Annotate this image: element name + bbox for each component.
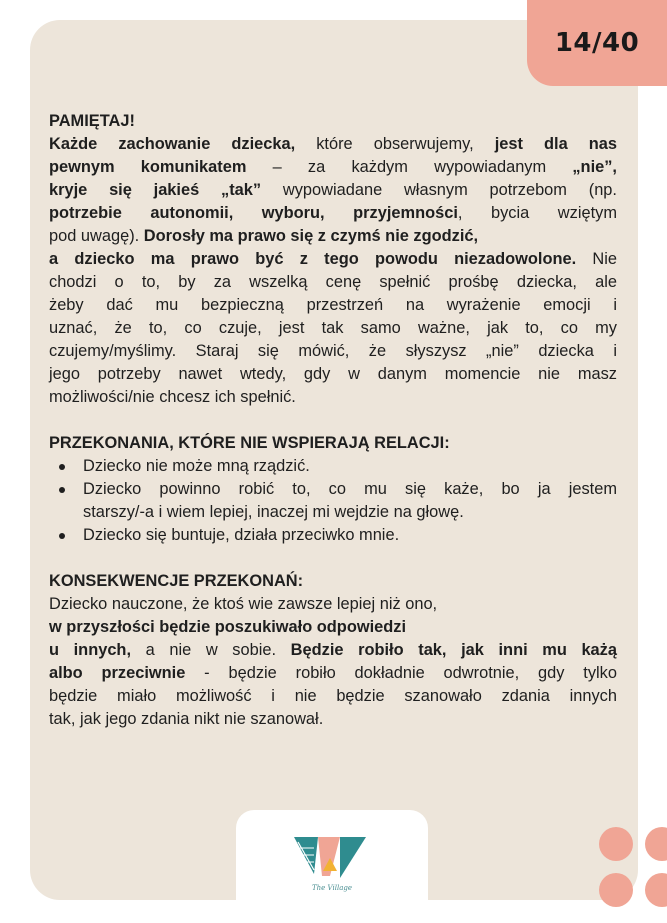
paragraph-line: będzie miało możliwość i nie będzie szanowało zdania innych (49, 687, 617, 705)
paragraph-line: Każde zachowanie dziecka, które obserwujemy, jest dla nas (49, 135, 617, 153)
list-item: Dziecko się buntuje, działa przeciwko mnie. (49, 524, 617, 547)
paragraph-line: Dziecko nauczone, że ktoś wie zawsze lepiej niż ono, (49, 595, 438, 613)
paragraph-line: u innych, a nie w sobie. Będzie robiło tak, jak inni mu każą (49, 641, 617, 659)
paragraph-line: albo przeciwnie - będzie robiło dokładnie odwrotnie, gdy tylko (49, 664, 617, 682)
paragraph-line: chodzi o to, by za wszelką cenę spełnić prośbę dziecka, ale (49, 273, 617, 291)
decor-dot (645, 873, 667, 907)
decor-dot (645, 827, 667, 861)
village-logo-icon (292, 834, 372, 884)
decor-dot (599, 873, 633, 907)
paragraph-line: jego potrzeby nawet wtedy, gdy w danym momencie nie masz (49, 365, 617, 383)
page-content (49, 110, 617, 731)
list-item-continuation: starszy/-a i wiem lepiej, inaczej mi wejdzie na głowę. (83, 503, 464, 521)
section-heading-consequences: KONSEKWENCJE PRZEKONAŃ: (49, 572, 304, 590)
paragraph-line: pewnym komunikatem – za każdym wypowiadanym „nie”, (49, 158, 617, 176)
section-heading-remember: PAMIĘTAJ! (49, 112, 135, 130)
beliefs-list (49, 455, 617, 547)
logo-tab (236, 810, 428, 923)
list-item: Dziecko nie może mną rządzić. (49, 455, 617, 478)
paragraph-line: kryje się jakieś „tak” wypowiadane własnym potrzebom (np. (49, 181, 617, 199)
logo-text: The Village (312, 884, 352, 892)
paragraph-line: uznać, że to, co czuje, jest tak samo ważne, jak to, co my (49, 319, 617, 337)
paragraph-line: czujemy/myślimy. Staraj się mówić, że słyszysz „nie” dziecka i (49, 342, 617, 360)
decor-dot (599, 827, 633, 861)
page-number: 14/40 (554, 28, 640, 58)
paragraph-line: tak, jak jego zdania nikt nie szanował. (49, 710, 324, 728)
paragraph-line: możliwości/nie chcesz ich spełnić. (49, 388, 296, 406)
paragraph-line: żeby dać mu bezpieczną przestrzeń na wyrażenie emocji i (49, 296, 617, 314)
paragraph-line: a dziecko ma prawo być z tego powodu niezadowolone. Nie (49, 250, 617, 268)
page-number-badge (527, 0, 667, 86)
paragraph-line: w przyszłości będzie poszukiwało odpowiedzi (49, 618, 407, 636)
list-item: Dziecko powinno robić to, co mu się każe, bo ja jestem (49, 478, 617, 501)
section-heading-beliefs: PRZEKONANIA, KTÓRE NIE WSPIERAJĄ RELACJI: (49, 434, 450, 452)
paragraph-line: potrzebie autonomii, wyboru, przyjemności, bycia wziętym (49, 204, 617, 222)
paragraph-line: pod uwagę). Dorosły ma prawo się z czymś nie zgodzić, (49, 227, 479, 245)
